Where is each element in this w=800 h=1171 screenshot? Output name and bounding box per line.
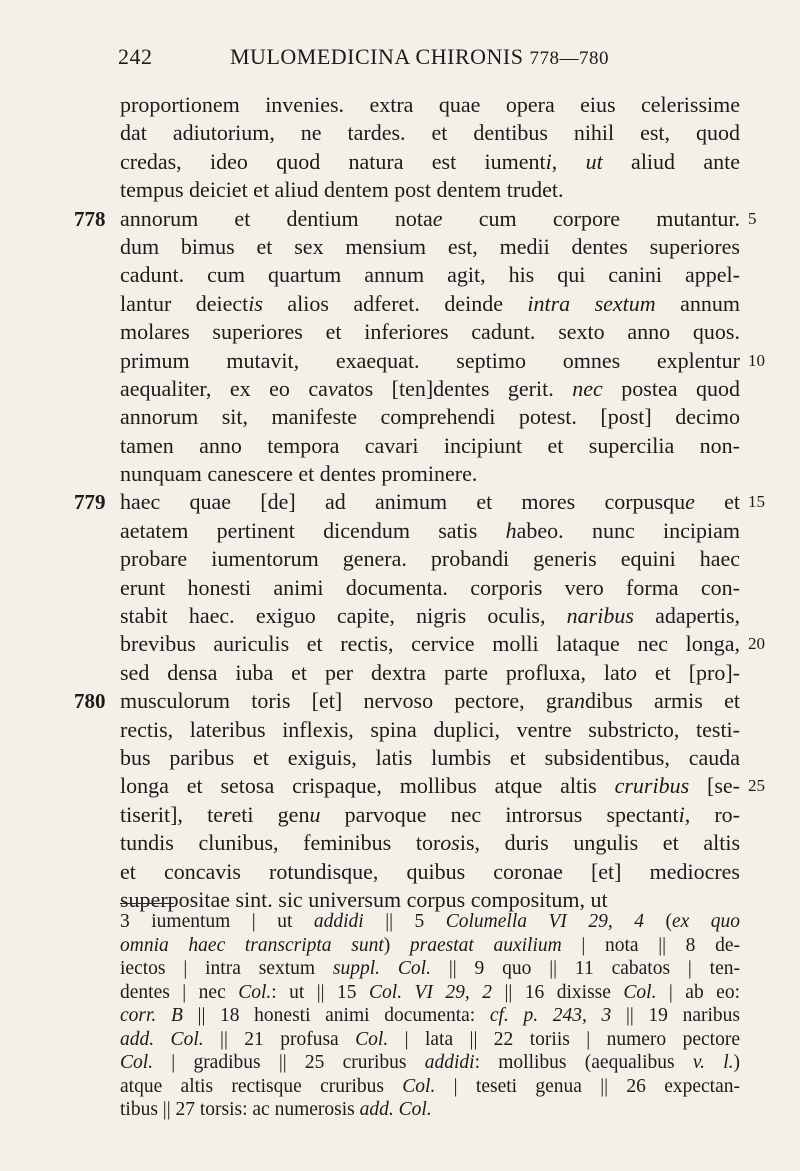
text-line xyxy=(120,148,740,176)
text-line-content: sed densa iuba et per dextra parte profluxa, lato et [pro]- xyxy=(120,659,741,685)
critical-apparatus xyxy=(120,910,740,1122)
page-number: 242 xyxy=(118,44,153,69)
text-line xyxy=(120,545,740,573)
text-line-content: tiserit], tereti genu parvoque nec introrsus spectanti, ro- xyxy=(120,801,740,827)
text-line-content: nunquam canescere et dentes prominere. xyxy=(120,461,478,487)
text-line-content: superpositae sint. sic universum corpus compositum, ut xyxy=(120,886,608,912)
line-number: 20 xyxy=(748,634,765,654)
header-title: MULOMEDICINA CHIRONIS xyxy=(230,44,524,69)
text-line-content: dum bimus et sex mensium est, medii dentes superiores xyxy=(120,233,740,259)
text-line-content: aetatem pertinent dicendum satis habeo. nunc incipiam xyxy=(120,517,740,543)
text-line-content: erunt honesti animi documenta. corporis vero forma con- xyxy=(120,574,740,600)
footnote-line-content: iectos | intra sextum suppl. Col. || 9 quo || 11 cabatos | ten- xyxy=(120,958,741,979)
line-number: 15 xyxy=(748,492,765,512)
text-line-content: tundis clunibus, feminibus torosis, duris ungulis et altis xyxy=(120,830,741,856)
text-line xyxy=(120,858,740,886)
text-line-content: tamen anno tempora cavari incipiunt et supercilia non- xyxy=(120,432,740,458)
footnote-line-content: dentes | nec Col.: ut || 15 Col. VI 29, 2 || 16 dixisse Col. | ab eo: xyxy=(120,981,740,1003)
text-line xyxy=(120,375,740,403)
footnote-line xyxy=(120,1051,740,1075)
footnote-line-content: Col. | gradibus || 25 cruribus addidi: mollibus (aequalibus v. l.) xyxy=(120,1052,741,1073)
text-line xyxy=(120,261,740,289)
line-number: 10 xyxy=(748,350,765,370)
text-line xyxy=(120,574,740,602)
text-line-content: annorum et dentium notae cum corpore mutantur. xyxy=(120,205,740,231)
text-line xyxy=(120,772,765,800)
text-line-content: musculorum toris [et] nervoso pectore, grandibus armis et xyxy=(120,688,741,714)
text-line xyxy=(120,460,740,488)
text-line xyxy=(74,205,757,233)
text-line-content: dat adiutorium, ne tardes. et dentibus nihil est, quod xyxy=(120,120,740,146)
section-number: 778 xyxy=(74,206,106,231)
text-line xyxy=(120,716,740,744)
text-line xyxy=(120,659,740,687)
text-line xyxy=(120,517,740,545)
text-line xyxy=(120,403,740,431)
text-line-content: haec quae [de] ad animum et mores corpusque et xyxy=(120,489,740,515)
footnote-line-content: omnia haec transcripta sunt) praestat auxilium | nota || 8 de- xyxy=(120,934,740,956)
text-line xyxy=(74,687,741,715)
footnote-line-content: tibus || 27 torsis: ac numerosis add. Col. xyxy=(120,1099,432,1120)
footnote-line-content: add. Col. || 21 profusa Col. | lata || 22 toriis | numero pectore xyxy=(120,1028,740,1050)
footnote-line xyxy=(120,1028,740,1052)
text-line-content: bus paribus et exiguis, latis lumbis et subsidentibus, cauda xyxy=(120,744,740,770)
text-line-content: cadunt. cum quartum annum agit, his qui canini appel- xyxy=(120,262,740,288)
text-line xyxy=(120,602,740,630)
text-line-content: stabit haec. exiguo capite, nigris oculis, naribus adapertis, xyxy=(120,603,741,629)
text-line xyxy=(120,290,740,318)
section-range: 778—780 xyxy=(529,48,609,69)
text-line-content: lantur deiectis alios adferet. deinde intra sextum annum xyxy=(120,290,740,316)
text-line-content: tempus deiciet et aliud dentem post dentem trudet. xyxy=(120,177,564,203)
text-line xyxy=(74,488,765,516)
footnote-line-content: 3 iumentum | ut addidi || 5 Columella VI 29, 4 (ex quo xyxy=(120,911,741,932)
text-line-content: credas, ideo quod natura est iumenti, ut aliud ante xyxy=(120,148,740,174)
text-line xyxy=(120,233,740,261)
text-line xyxy=(120,432,740,460)
text-line-content: longa et setosa crispaque, mollibus atque altis cruribus [se- xyxy=(120,773,740,799)
text-line-content: primum mutavit, exaequat. septimo omnes explentur xyxy=(120,347,740,373)
line-number: 5 xyxy=(748,208,757,228)
text-line xyxy=(120,630,765,658)
text-line xyxy=(120,347,765,375)
text-line-content: brevibus auriculis et rectis, cervice molli lataque nec longa, xyxy=(120,631,740,657)
text-line xyxy=(120,829,740,857)
footnote-line xyxy=(120,1098,740,1122)
section-number: 780 xyxy=(74,689,106,714)
footnote-line xyxy=(120,1075,740,1099)
running-title xyxy=(230,44,609,70)
text-line xyxy=(120,318,740,346)
text-line-content: molares superiores et inferiores cadunt. sexto anno quos. xyxy=(120,319,740,345)
text-line-content: probare iumentorum genera. probandi generis equini haec xyxy=(120,546,740,572)
footnote-line xyxy=(120,981,740,1005)
footnote-line-content: atque altis rectisque cruribus Col. | teseti genua || 26 expectan- xyxy=(120,1075,740,1097)
text-line xyxy=(120,176,740,204)
line-number: 25 xyxy=(748,776,765,796)
text-line-content: proportionem invenies. extra quae opera eius celerissime xyxy=(120,92,740,117)
footnote-line xyxy=(120,1004,740,1028)
footnote-line xyxy=(120,910,740,934)
footnote-line xyxy=(120,957,740,981)
footnote-line xyxy=(120,934,740,958)
footnote-line-content: corr. B || 18 honesti animi documenta: cf. p. 243, 3 || 19 naribus xyxy=(120,1005,740,1026)
text-line xyxy=(120,91,740,119)
text-line xyxy=(120,744,740,772)
text-line-content: annorum sit, manifeste comprehendi potest. [post] decimo xyxy=(120,404,740,430)
footnote-rule xyxy=(120,903,174,904)
text-line xyxy=(120,801,740,829)
section-number: 779 xyxy=(74,490,106,515)
text-line xyxy=(120,119,740,147)
text-line-content: et concavis rotundisque, quibus coronae [et] mediocres xyxy=(120,858,740,884)
text-line-content: aequaliter, ex eo cavatos [ten]dentes gerit. nec postea quod xyxy=(120,375,740,401)
main-text xyxy=(74,91,765,914)
text-line-content: rectis, lateribus inflexis, spina duplici, ventre substricto, testi- xyxy=(120,716,740,742)
